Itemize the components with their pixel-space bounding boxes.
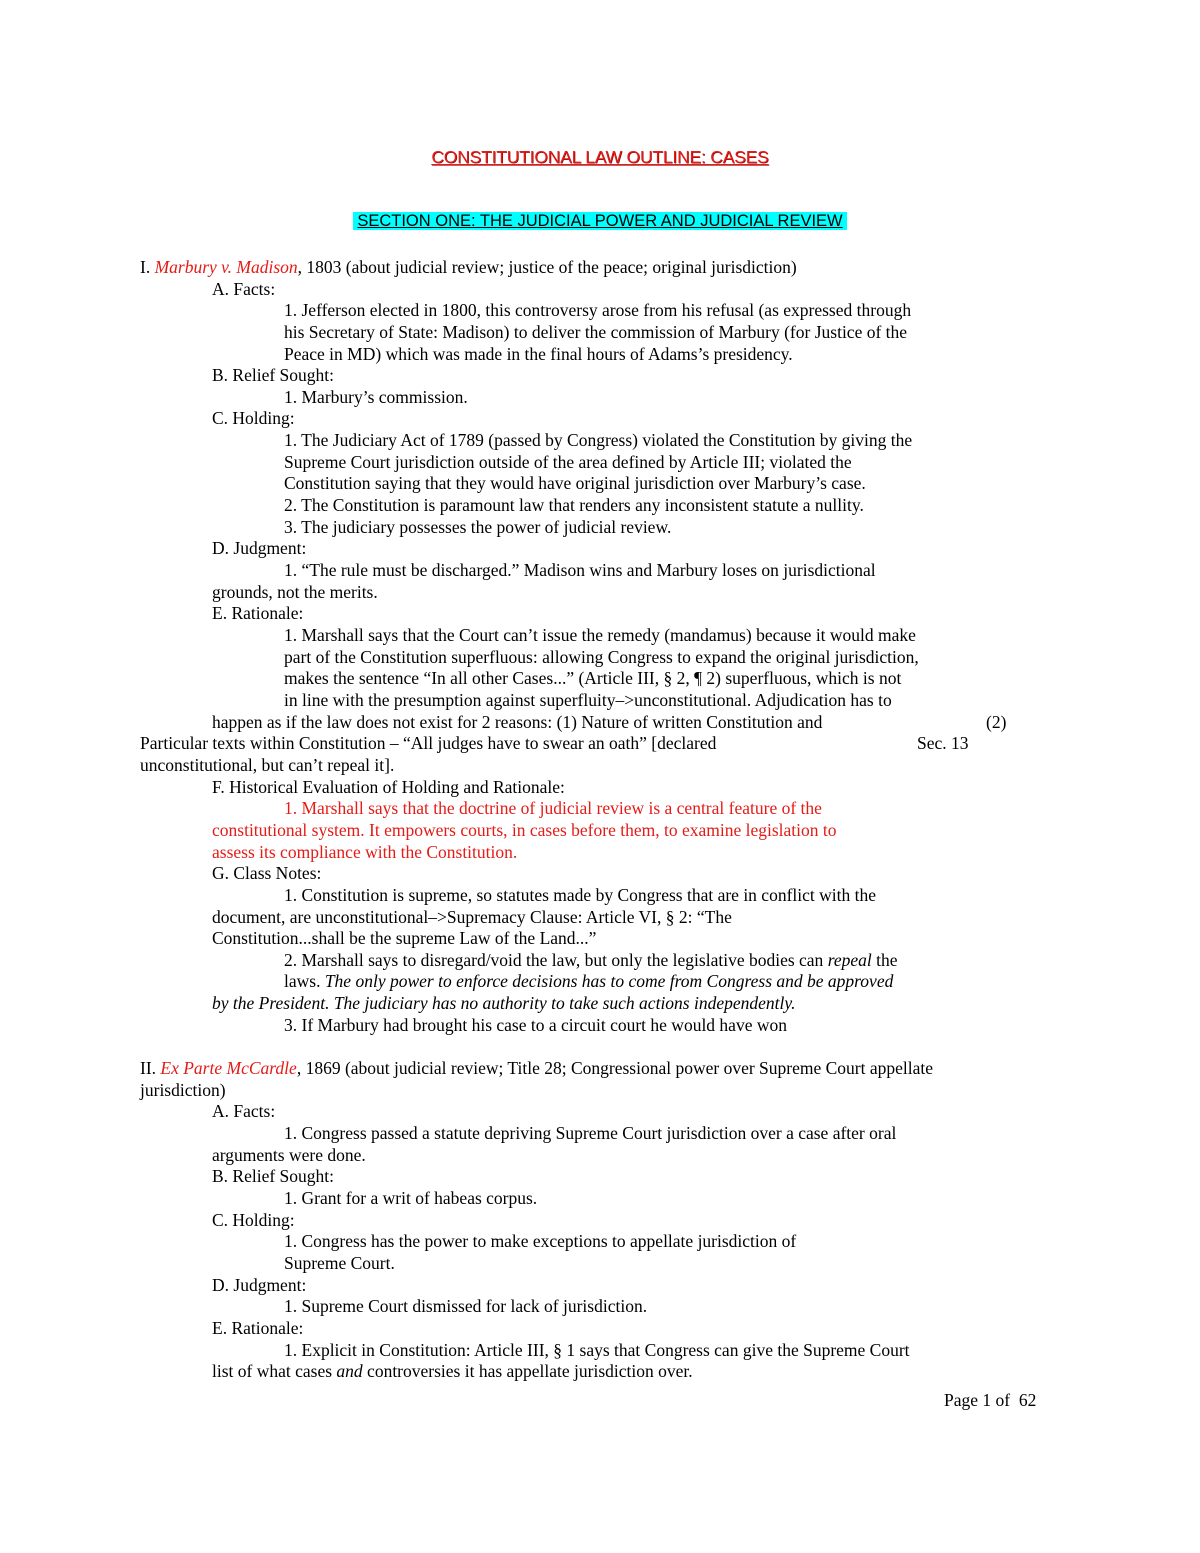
judgment-text: 1. “The rule must be discharged.” Madison wins and Marbury loses on jurisdictional bbox=[284, 560, 876, 580]
rationale-text: in line with the presumption against superfluity–>unconstitutional. Adjudication has to bbox=[284, 690, 892, 710]
holding-text: Constitution saying that they would have original jurisdiction over Marbury’s case. bbox=[284, 473, 866, 493]
facts-text: Peace in MD) which was made in the final hours of Adams’s presidency. bbox=[284, 344, 793, 364]
rationale-text: unconstitutional, but can’t repeal it]. bbox=[140, 755, 395, 775]
case-name-marbury: Marbury v. Madison bbox=[154, 257, 298, 277]
holding-text: 3. The judiciary possesses the power of judicial review. bbox=[284, 517, 672, 537]
historical-text: constitutional system. It empowers courts, in cases before them, to examine legislation to bbox=[212, 820, 837, 840]
historical-heading: F. Historical Evaluation of Holding and Rationale: bbox=[212, 777, 565, 797]
class-notes-text: laws. The only power to enforce decisions has to come from Congress and be approved bbox=[284, 971, 894, 991]
rationale-text: 1. Marshall says that the Court can’t issue the remedy (mandamus) because it would make bbox=[284, 625, 916, 645]
class-notes-text: Constitution...shall be the supreme Law of the Land...” bbox=[212, 928, 597, 948]
facts-text: 1. Jefferson elected in 1800, this controversy arose from his refusal (as expressed through bbox=[284, 300, 912, 320]
facts-text: his Secretary of State: Madison) to deliver the commission of Marbury (for Justice of the bbox=[284, 322, 908, 342]
judgment-heading: D. Judgment: bbox=[212, 538, 307, 558]
class-notes-text: 3. If Marbury had brought his case to a circuit court he would have won bbox=[284, 1015, 787, 1035]
document-title: CONSTITUTIONAL LAW OUTLINE: CASES bbox=[431, 147, 769, 167]
rationale-text: Sec. 13 bbox=[917, 733, 969, 753]
rationale-text: 1. Explicit in Constitution: Article III, § 1 says that Congress can give the Supreme Court bbox=[284, 1340, 910, 1360]
rationale-text: list of what cases and controversies it has appellate jurisdiction over. bbox=[212, 1361, 693, 1381]
relief-heading: B. Relief Sought: bbox=[212, 1166, 335, 1186]
relief-text: 1. Grant for a writ of habeas corpus. bbox=[284, 1188, 538, 1208]
facts-heading: A. Facts: bbox=[212, 279, 276, 299]
case-heading-mccardle-cont: jurisdiction) bbox=[140, 1080, 226, 1100]
historical-text: assess its compliance with the Constitution. bbox=[212, 842, 518, 862]
holding-heading: C. Holding: bbox=[212, 408, 295, 428]
judgment-text: grounds, not the merits. bbox=[212, 582, 378, 602]
holding-text: Supreme Court. bbox=[284, 1253, 395, 1273]
historical-text: 1. Marshall says that the doctrine of judicial review is a central feature of the bbox=[284, 798, 822, 818]
class-notes-text: 1. Constitution is supreme, so statutes made by Congress that are in conflict with the bbox=[284, 885, 876, 905]
facts-heading: A. Facts: bbox=[212, 1101, 276, 1121]
holding-heading: C. Holding: bbox=[212, 1210, 295, 1230]
rationale-heading: E. Rationale: bbox=[212, 1318, 304, 1338]
class-notes-text: 2. Marshall says to disregard/void the law, but only the legislative bodies can repeal the bbox=[284, 950, 898, 970]
class-notes-text: document, are unconstitutional–>Supremacy Clause: Article VI, § 2: “The bbox=[212, 907, 732, 927]
case-heading-marbury: I. Marbury v. Madison, 1803 (about judicial review; justice of the peace; original jurisdiction) bbox=[140, 257, 797, 277]
relief-text: 1. Marbury’s commission. bbox=[284, 387, 468, 407]
section-heading: SECTION ONE: THE JUDICIAL POWER AND JUDICIAL REVIEW bbox=[0, 211, 1200, 231]
rationale-text: happen as if the law does not exist for 2 reasons: (1) Nature of written Constitution and bbox=[212, 712, 823, 732]
facts-text: 1. Congress passed a statute depriving Supreme Court jurisdiction over a case after oral bbox=[284, 1123, 897, 1143]
class-notes-heading: G. Class Notes: bbox=[212, 863, 322, 883]
holding-text: 1. Congress has the power to make exceptions to appellate jurisdiction of bbox=[284, 1231, 797, 1251]
rationale-text: makes the sentence “In all other Cases...” (Article III, § 2, ¶ 2) superfluous, which is not bbox=[284, 668, 902, 688]
rationale-heading: E. Rationale: bbox=[212, 603, 304, 623]
rationale-text: part of the Constitution superfluous: allowing Congress to expand the original jurisdiction, bbox=[284, 647, 919, 667]
judgment-heading: D. Judgment: bbox=[212, 1275, 307, 1295]
case-name-mccardle: Ex Parte McCardle bbox=[160, 1058, 297, 1078]
holding-text: 2. The Constitution is paramount law that renders any inconsistent statute a nullity. bbox=[284, 495, 864, 515]
relief-heading: B. Relief Sought: bbox=[212, 365, 335, 385]
holding-text: Supreme Court jurisdiction outside of the area defined by Article III; violated the bbox=[284, 452, 852, 472]
judgment-text: 1. Supreme Court dismissed for lack of jurisdiction. bbox=[284, 1296, 648, 1316]
rationale-text: (2) bbox=[986, 712, 1007, 732]
class-notes-text: by the President. The judiciary has no authority to take such actions independently. bbox=[212, 993, 796, 1013]
rationale-text: Particular texts within Constitution – “All judges have to swear an oath” [declared bbox=[140, 733, 717, 753]
page-number: Page 1 of 62 bbox=[944, 1390, 1037, 1410]
holding-text: 1. The Judiciary Act of 1789 (passed by Congress) violated the Constitution by giving the bbox=[284, 430, 913, 450]
case-heading-mccardle: II. Ex Parte McCardle, 1869 (about judicial review; Title 28; Congressional power over Supreme Court appellate bbox=[140, 1058, 934, 1078]
facts-text: arguments were done. bbox=[212, 1145, 366, 1165]
